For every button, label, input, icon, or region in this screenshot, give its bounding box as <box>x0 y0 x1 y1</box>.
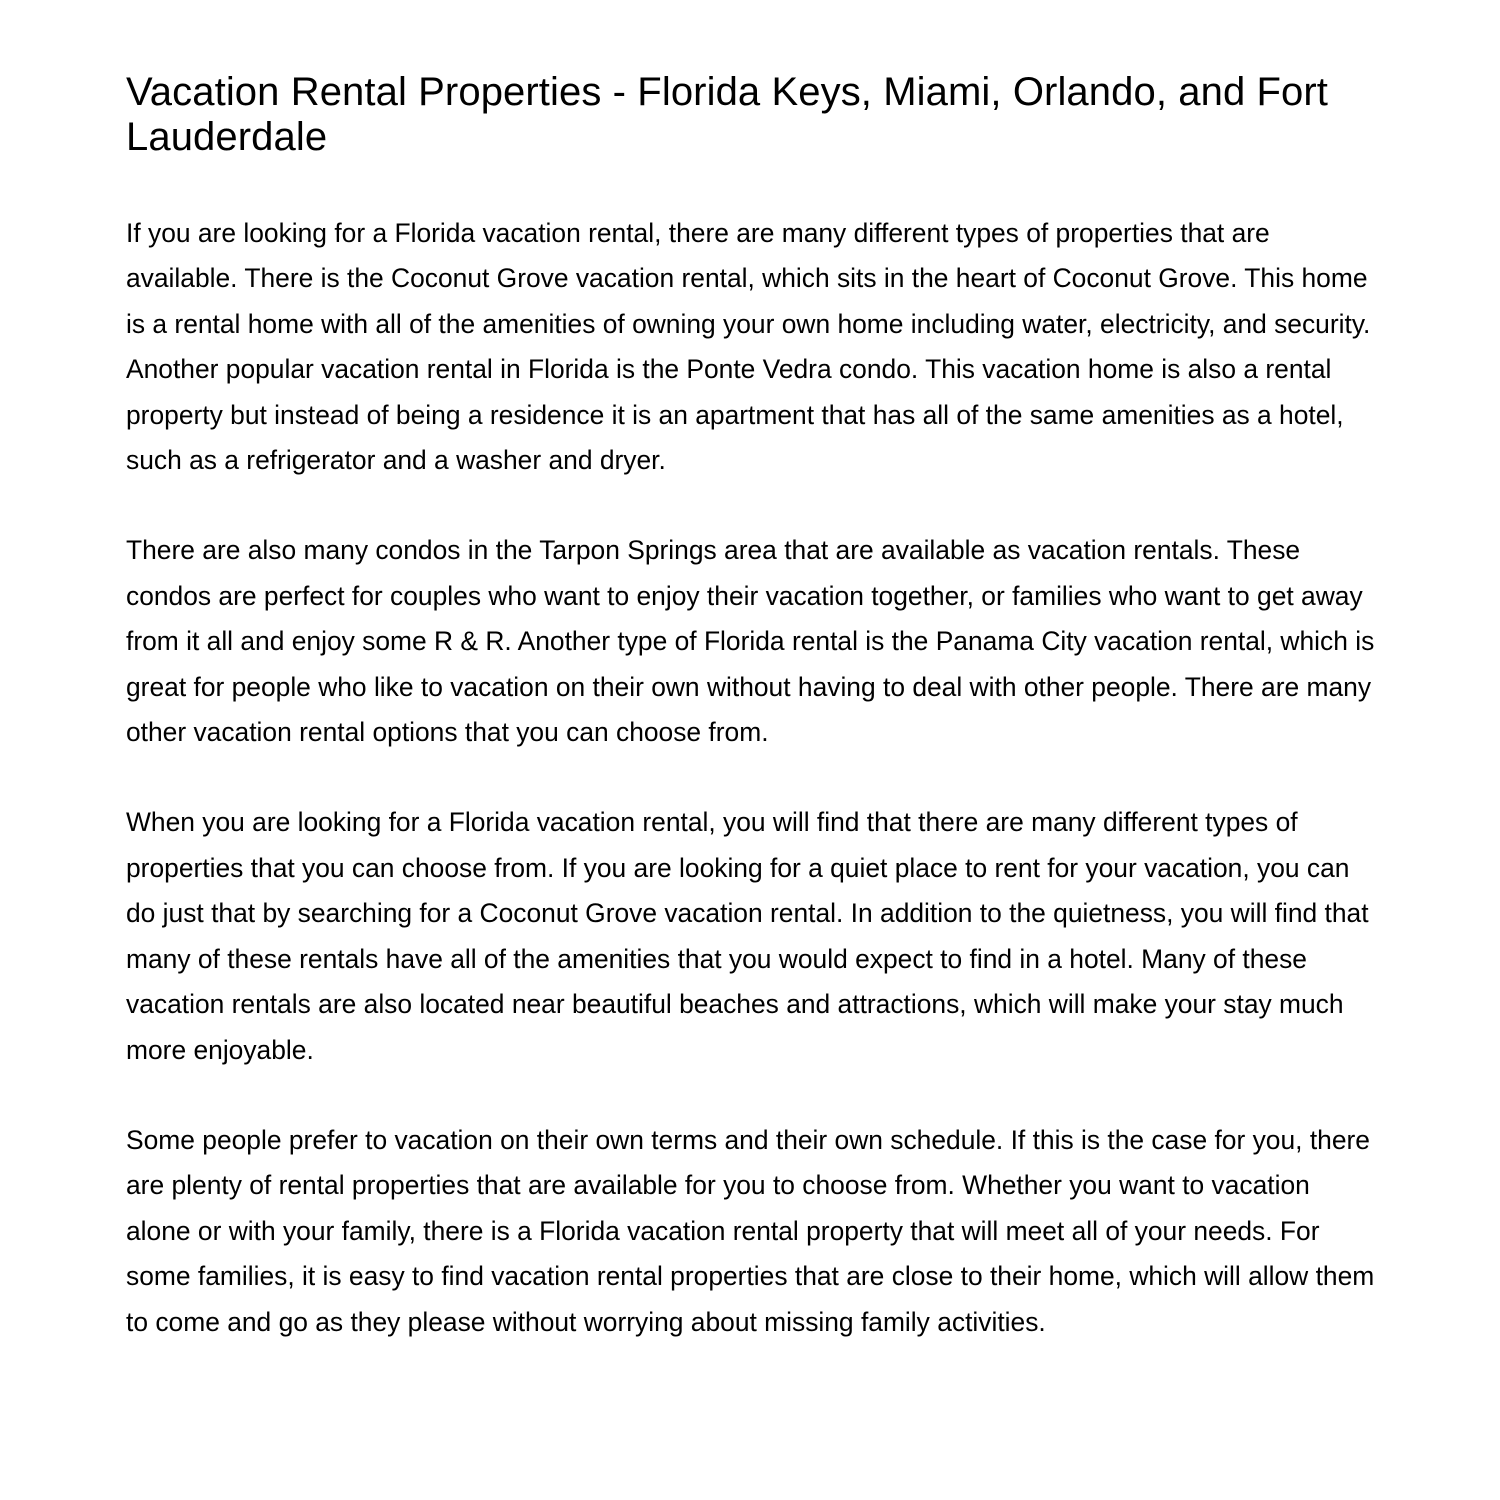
document-page <box>126 70 1376 1345</box>
document-title: Vacation Rental Properties - Florida Keys, Miami, Orlando, and Fort Lauderdale <box>126 70 1329 159</box>
paragraph-2: There are also many condos in the Tarpon Springs area that are available as vacation rentals. These condos are perfect for couples who want to enjoy their vacation together, or families who want to get away from it all and enjoy some R & R. Another type of Florida rental is the Panama City vacation rental, which is great for people who like to vacation on their own without having to deal with other people. There are many other vacation rental options that you can choose from. <box>126 535 1375 748</box>
paragraph-3: When you are looking for a Florida vacation rental, you will find that there are many different types of properties that you can choose from. If you are looking for a quiet place to rent for your vacation, you can do just that by searching for a Coconut Grove vacation rental. In addition to the quietness, you will find that many of these rentals have all of the amenities that you would expect to find in a hotel. Many of these vacation rentals are also located near beautiful beaches and attractions, which will make your stay much more enjoyable. <box>126 807 1369 1065</box>
paragraph-4: Some people prefer to vacation on their own terms and their own schedule. If this is the case for you, there are plenty of rental properties that are available for you to choose from. Whether you want to vacation alone or with your family, there is a Florida vacation rental property that will meet all of your needs. For some families, it is easy to find vacation rental properties that are close to their home, which will allow them to come and go as they please without worrying about missing family activities. <box>126 1124 1375 1337</box>
paragraph-1: If you are looking for a Florida vacation rental, there are many different types of properties that are available. There is the Coconut Grove vacation rental, which sits in the heart of Coconut Grove. This home is a rental home with all of the amenities of owning your own home including water, electricity, and security. Another popular vacation rental in Florida is the Ponte Vedra condo. This vacation home is also a rental property but instead of being a residence it is an apartment that has all of the same amenities as a hotel, such as a refrigerator and a washer and dryer. <box>126 218 1371 476</box>
